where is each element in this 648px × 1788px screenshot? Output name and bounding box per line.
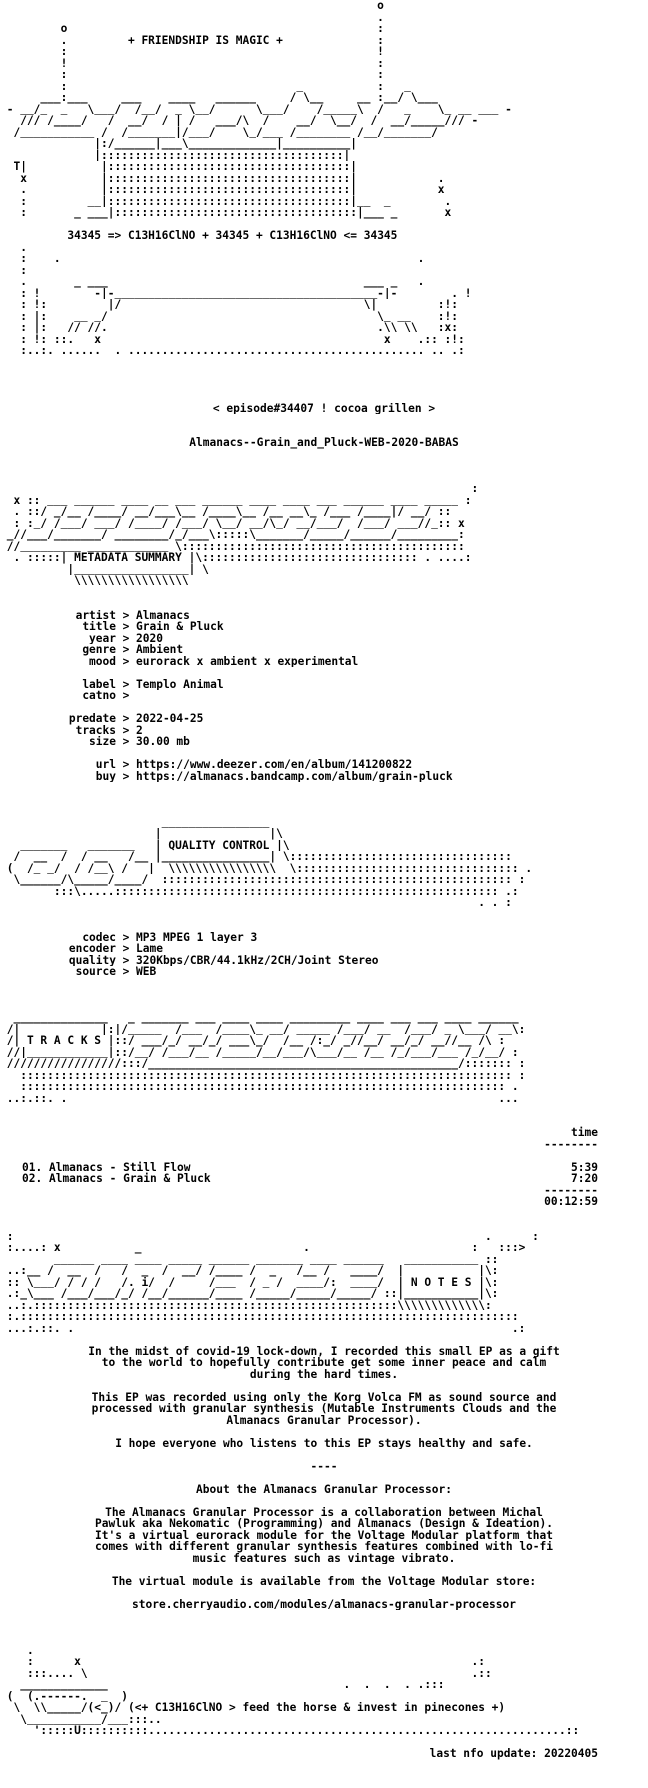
field-row [0,736,648,748]
ascii-art-line: : |: __ _/ \_ __ :!: [0,310,459,322]
ascii-art-line: //_________ ____________ \:::::::::::::::::::::::::::::::::::::::::: [0,540,465,552]
field-separator: > [122,943,130,955]
notes-art [0,1231,648,1335]
field-value: MP3 MPEG 1 layer 3 [136,931,258,943]
field-label: tracks [75,724,116,736]
field-row [0,667,648,679]
field-separator: > [122,690,130,702]
ascii-art-line: : x .: [0,1656,485,1668]
field-value: eurorack x ambient x experimental [136,655,359,667]
field-row [0,955,648,967]
track-artist: Almanacs [48,1172,103,1185]
ascii-art-line: . :::::| METADATA SUMMARY |\:::::::::::::::::::::::::::::::: . ....: [0,552,472,564]
ascii-art-line: / __ / / __ /__ |________________| \::::::::::::::::::::::::::::::::: [0,851,512,863]
ascii-art-line: : . : [0,1230,539,1242]
ascii-art-line: :..:. ...... . ............................................ .. .: [0,345,465,357]
ascii-art-line: . _ ___ ___ _ . [0,276,425,288]
field-value: 2020 [136,632,163,644]
episode-title: < episode#34407 ! cocoa grillen > [212,402,436,414]
ascii-art-line: : _ ___|::::::::::::::::::::::::::::::::::::|___ _ x [0,207,452,219]
ascii-art-line: /| T R A C K S |::/ ___/_/ __/_/ ___\_/ /__ /:_/ _//__/ __/_/ __//__ /\ : [0,1035,506,1047]
ascii-art-line: \___________/___:::.. [0,1713,162,1725]
field-value: Grain & Pluck [136,621,224,633]
ascii-art-line: |_________________| \ [0,563,209,575]
ascii-art-line: \ \\_____/(<_)/ (<+ C13H16ClNO > feed the horse & invest in pinecones +) [0,1702,506,1714]
field-value: Lame [136,943,163,955]
time-divider: -------- [544,1137,598,1151]
notes-line: I hope everyone who listens to this EP stays healthy and safe. [115,1437,533,1449]
ascii-art-line: :::\.....::::::::::::::::::::::::::::::::::::::::::::::::::::::::: .: [0,885,519,897]
ascii-art-line: /| |:|/_____ /___ /____\_ __/ _____ /___/ __ /___/ _ \___/ __\: [0,1023,526,1035]
ascii-art-line: ( /_ _/ / /__\ / | \\\\\\\\\\\\\\\\ \::::::::::::::::::::::::::::::::: . [0,862,533,874]
ascii-art-line: /// /____/ / __/ / | / ___/\ / __/ \__/ / __/_____/// - [0,115,479,127]
ascii-art-line: ..:.::. . ... [0,1092,519,1104]
field-label: predate [68,713,116,725]
field-row [0,771,648,783]
metadata-art [0,483,648,587]
field-value: 30.00 mb [136,736,190,748]
notes-line: About the Almanacs Granular Processor: [196,1483,452,1495]
field-row [0,702,648,714]
field-separator: > [122,770,130,782]
track-number: 02. [22,1172,43,1185]
field-label: year [89,632,116,644]
field-label: catno [82,690,116,702]
ascii-art-line: :::.... \ .:: [0,1667,492,1679]
ascii-art-line: | |\ [0,828,283,840]
field-separator: > [122,966,130,978]
total-divider: -------- [544,1183,598,1197]
ascii-art-line: . . : [0,897,512,909]
ascii-art-line: : [0,264,425,276]
ascii-art-line: ...:.::. . .: [0,1322,526,1334]
field-separator: > [122,724,130,736]
ascii-art-line: ______________ _ _______ ___ ____ ____ _________ ____ ___ ___ ____ ______ [0,1012,519,1024]
track-name: Still Flow [123,1160,191,1174]
ascii-art-line: :: \___/ / / / /. i/ / /___ / _ / ____/: ____/ | N O T E S |\: [0,1276,499,1288]
field-label: label [82,678,116,690]
ascii-art-line: : !: |/ \| :!: [0,299,459,311]
track-title: 02. Almanacs - Grain & Pluck [22,1172,211,1185]
track-time: 5:39 [571,1160,598,1174]
field-value: 320Kbps/CBR/44.1kHz/2CH/Joint Stereo [136,954,379,966]
field-separator: > [122,678,130,690]
notes-line: ---- [310,1460,338,1472]
ascii-art-line: : |: // //. .\\ \\ :x: [0,322,459,334]
field-separator: > [122,736,130,748]
field-value: Ambient [136,644,184,656]
field-separator: > [122,931,130,943]
ascii-art-line: :....: x _ . : :::> [0,1242,526,1254]
field-row [0,725,648,737]
field-label: title [82,621,116,633]
notes-line: comes with different granular synthesis features combined with lo-fi [94,1541,553,1553]
field-row [0,932,648,944]
ascii-art-line: : [0,483,479,495]
track-artist: Almanacs [48,1160,103,1174]
ascii-art-line: : _ : _ [0,80,411,92]
ascii-art-line: \______/\_____/____/ :::::::::::::::::::::::::::::::::::::::::::::::::::: : [0,874,526,886]
ascii-art-line: . [0,241,27,253]
field-value: Almanacs [136,609,190,621]
field-label: quality [68,954,116,966]
ascii-art-line: o [0,0,384,12]
notes-line: processed with granular synthesis (Mutable Instruments Clouds and the [91,1403,557,1415]
field-value: https://www.deezer.com/en/album/141200822 [136,759,413,771]
ascii-art-line: : :_/ /___/ ___/ /____/ /___/ \__/ __/\_/ __/___/ /___/ ___//_:: x [0,517,465,529]
ascii-art-line: : ! [0,46,384,58]
ascii-art-line: . ::/ _/__ /____/ __/___\__ /____\__ /__ __\_ /___ /____|/ __/ :: [0,506,452,518]
ascii-art-line: _______ _______ | QUALITY CONTROL |\ [0,839,290,851]
release-name: Almanacs--Grain_and_Pluck-WEB-2020-BABAS [189,437,459,449]
ascii-art-line: .:_\___ /___/___/_/ /__/______/____ /_____/_____/_____/ ::|___________|\: [0,1288,499,1300]
quality-fields [0,932,648,978]
field-label: genre [82,644,116,656]
notes-line: to the world to hopefully contribute get some inner peace and calm [101,1357,547,1369]
ascii-art-line: ! : [0,57,384,69]
ascii-art-line: ..:.::::::::::::::::::::::::::::::::::::::::::::::::::::::\\\\\\\\\\\\\: [0,1299,492,1311]
field-value: Templo Animal [136,678,224,690]
ascii-art-line: ( (.------. _ ) [0,1690,128,1702]
ascii-art-line: /___________ / /_______|/___/ \_/___ /________ /__/_______/ [0,126,438,138]
field-row [0,621,648,633]
header-art-bottom [0,242,648,357]
ascii-art-line: . [0,1644,34,1656]
track-time: 7:20 [571,1172,598,1185]
field-separator: > [122,644,130,656]
field-row [0,748,648,760]
field-row [0,656,648,668]
ascii-art-line: :.:::::::::::::::::::::::::::::::::::::::::::::::::::::::::::::::::::::::::: [0,1311,519,1323]
ascii-art-line: T| |::::::::::::::::::::::::::::::::::::| [0,161,357,173]
notes-line: In the midst of covid-19 lock-down, I recorded this small EP as a gift [88,1345,560,1357]
ascii-art-line: . |::::::::::::::::::::::::::::::::::::| x [0,184,445,196]
track-title: 01. Almanacs - Still Flow [22,1160,191,1174]
track-name: Grain & Pluck [123,1172,211,1185]
notes-line: It's a virtual eurorack module for the Voltage Modular platform that [94,1529,553,1541]
field-label: source [75,966,116,978]
ascii-art-line: /////////////////:::/______________________________________________/::::::: : [0,1058,526,1070]
ascii-art-line: x |::::::::::::::::::::::::::::::::::::| . [0,172,445,184]
field-value: 2022-04-25 [136,713,204,725]
field-separator: > [122,655,130,667]
field-label: url [95,759,116,771]
ascii-art-line: : . . [0,253,425,265]
field-label: buy [95,770,116,782]
field-separator: > [122,759,130,771]
field-value: https://almanacs.bandcamp.com/album/grain-pluck [136,770,453,782]
track-number: 01. [22,1160,43,1174]
time-header: time [571,1126,598,1139]
header-art-top [0,0,648,219]
field-separator: > [122,954,130,966]
ascii-art-line: \\\\\\\\\\\\\\\\\ [0,575,189,587]
field-separator: > [122,632,130,644]
metadata-fields [0,610,648,783]
field-row [0,633,648,645]
total-time: 00:12:59 [544,1195,598,1208]
track-row [0,1173,648,1185]
ascii-art-line: :::::::::::::::::::::::::::::::::::::::::::::::::::::::::::::::::::::::: . [0,1081,519,1093]
notes-line: Pawluk aka Nekomatic (Programming) and Almanacs (Design & Ideation). [94,1518,553,1530]
field-row [0,690,648,702]
ascii-art-line: . [0,11,384,23]
field-separator: > [122,609,130,621]
field-row [0,966,648,978]
field-separator: > [122,713,130,725]
field-row [0,713,648,725]
field-value: WEB [136,966,157,978]
notes-line: store.cherryaudio.com/modules/almanacs-granular-processor [132,1598,516,1610]
ascii-art-line: : !: ::. x x .:: :!: [0,333,465,345]
ascii-art-line: ::::::::::::::::::::::::::::::::::::::::::::::::::::::::::::::::::::::::: : [0,1069,526,1081]
field-row [0,679,648,691]
notes-line: The virtual module is available from the Voltage Modular store: [111,1575,537,1587]
notes-text [0,1346,648,1611]
ascii-art-line: |::::::::::::::::::::::::::::::::::::| [0,149,351,161]
ascii-art-line: o : [0,23,384,35]
ascii-art-line: |:/______|___\_____________|__________| [0,138,357,150]
ascii-art-line: _//___/_______/ ________/_/___\:::::\_______/_____/______/_________: [0,529,465,541]
ascii-art-line: ':::::U::::::::::..............................................................:: [0,1725,580,1737]
field-row [0,943,648,955]
notes-line: music features such as vintage vibrato. [192,1552,456,1564]
field-row [0,610,648,622]
field-label: encoder [68,943,116,955]
field-label: size [89,736,116,748]
field-separator: > [122,621,130,633]
ascii-art-line: //|____________|::/__/ /___/__ /_____/__/___/\___/__ /__ /_/___/___ /_/__/ : [0,1046,519,1058]
ascii-art-line: _____________ . . . . .::: [0,1679,445,1691]
formula: 34345 => C13H16ClNO + 34345 + C13H16ClNO <= 34345 [67,230,398,242]
ascii-art-line: ..:__ / __ / / _ / __/ /____ / _ /__ / ____/ | |\: [0,1265,499,1277]
ascii-art-line: ________________ [0,816,270,828]
field-label: codec [82,931,116,943]
ascii-art-line: : : [0,69,384,81]
notes-line: during the hard times. [249,1368,399,1380]
ascii-art-line: . + FRIENDSHIP IS MAGIC + : [0,34,384,46]
ascii-art-line: ___:___ ___ ____ ______ / \__ __ :__/ \___ [0,92,438,104]
notes-line: Almanacs Granular Processor). [226,1414,422,1426]
track-list [0,1162,648,1185]
notes-line: The Almanacs Granular Processor is a collaboration between Michal [105,1506,543,1518]
notes-line: This EP was recorded using only the Korg Volca FM as sound source and [91,1391,557,1403]
last-update: last nfo update: 20220405 [429,1747,598,1760]
footer-art [0,1645,648,1737]
field-row [0,759,648,771]
field-label: mood [89,655,116,667]
ascii-art-line: : __|::::::::::::::::::::::::::::::::::::|__ _ . [0,195,452,207]
ascii-art-line: : ! -|-_______________________________________-|- . ! [0,287,472,299]
field-row [0,644,648,656]
field-value: 2 [136,724,143,736]
field-label: artist [75,609,116,621]
tracks-art [0,1012,648,1104]
quality-art [0,817,648,909]
ascii-art-line: - __/_ _ \___/ /__/ _ \__/ \___/ /_____\ / _ \_ __ ___ - [0,103,512,115]
ascii-art-line: ______ ____ ____ _____ ______ _______ ____ ______ ___________ :: [0,1253,499,1265]
ascii-art-line: x :: ___ ______ ____ __ ___ ______ ____ ____ ___ ______ ____ _____ : [0,494,472,506]
formula-line [0,230,648,242]
